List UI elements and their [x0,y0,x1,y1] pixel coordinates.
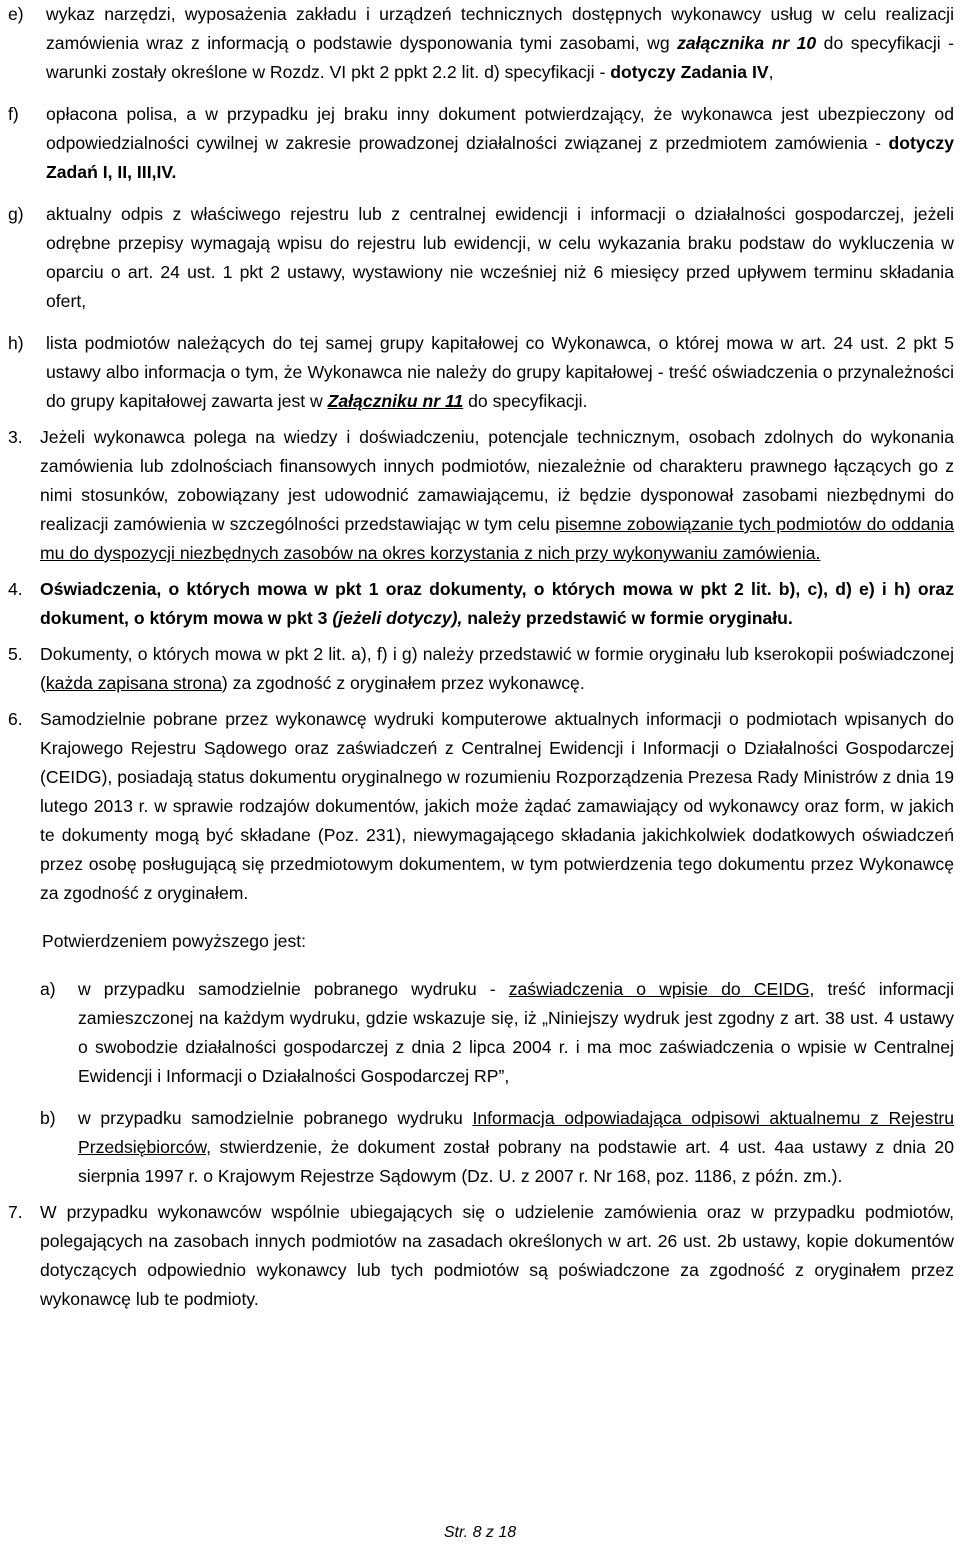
text-run: lista podmiotów należących do tej samej grupy kapitałowej co Wykonawca, o której mowa w art. 24 ust. 2 pkt 5 ustawy albo informacja o tym, że Wykonawca nie należy do grupy kapitałowej - treść oświadczenia o przynależności do grupy kapitałowej zawarta jest w [46,333,954,411]
item-label: g) [8,204,24,224]
item-label: h) [8,333,24,353]
text-run: Dokumenty, o których mowa w pkt 2 lit. a), f) i g) należy przedstawić w formie oryginału lub kserokopii poświadczonej ( [40,644,954,693]
item-text [78,975,954,1091]
attachment-ref: Załączniku nr 11 [327,391,464,411]
section-text [40,423,954,568]
text-run: wykaz narzędzi, wyposażenia zakładu i urządzeń technicznych dostępnych wykonawcy usług w celu realizacji zamówienia wraz z informacją o podstawie dysponowania tymi zasobami, wg [46,4,954,53]
text-run: ) za zgodność z oryginałem przez wykonawcę. [221,673,585,693]
underlined-text: Informacja odpowiadająca odpisowi aktualnemu z Rejestru Przedsiębiorców, [78,1108,954,1157]
section-text [40,640,954,698]
list-item-f [8,100,954,187]
confirmation-heading: Potwierdzeniem powyższego jest: [42,931,307,951]
task-scope: dotyczy Zadania IV [610,62,769,82]
task-scope: dotyczy Zadań I, II, III,IV. [46,133,954,182]
item-label: b) [40,1108,56,1128]
text-run: , treść informacji zamieszczonej na każdym wydruku, gdzie wskazuje się, iż „Niniejszy wydruk jest zgodny z art. 38 ust. 4 ustawy o swobodzie działalności gospodarczej z dnia 2 lipca 2004 r. i ma moc zaświadczenia o wpisie w Centralnej Ewidencji i Informacji o Działalności Gospodarczej RP”, [78,979,954,1086]
text-run: stwierdzenie, że dokument został pobrany na podstawie art. 4 ust. 4aa ustawy z dnia 20 sierpnia 1997 r. o Krajowym Rejestrze Sądowym (Dz. U. z 2007 r. Nr 168, poz. 1186, z późn. zm.). [78,1137,954,1186]
item-text [78,1104,954,1191]
section-3 [8,423,954,568]
section-number: 3. [8,427,23,447]
underlined-text: zaświadczenia o wpisie do CEIDG [508,979,810,999]
text-run: do specyfikacji. [463,391,588,411]
item-text [46,0,954,87]
text-run: w przypadku samodzielnie pobranego wydruku - [78,979,509,999]
text-run: , [768,62,774,82]
section-5 [8,640,954,698]
section-number: 7. [8,1202,23,1222]
confirmation-item-a [8,975,954,1091]
section-number: 4. [8,579,23,599]
page-number: Str. 8 z 18 [443,1524,517,1541]
confirmation-item-b [8,1104,954,1191]
list-item-e [8,0,954,87]
text-run: opłacona polisa, a w przypadku jej braku inny dokument potwierdzający, że wykonawca jest ubezpieczony od odpowiedzialności cywilnej w zakresie prowadzonej działalności związanej z przedmiotem zamówienia - [46,104,954,153]
text-run: Jeżeli wykonawca polega na wiedzy i doświadczeniu, potencjale technicznym, osobach zdolnych do wykonania zamówienia lub zdolnościach finansowych innych podmiotów, niezależnie od charakteru prawnego łączących go z nimi stosunków, zobowiązany jest udowodnić zamawiającemu, iż będzie dysponował zasobami niezbędnymi do realizacji zamówienia w szczególności przedstawiając w tym celu [40,427,954,534]
section-4 [8,575,954,633]
section-text [40,575,954,633]
list-item-g [8,200,954,316]
underlined-text: każda zapisana strona [45,673,222,693]
item-text [46,329,954,416]
section-number: 5. [8,644,23,664]
section-7 [8,1198,954,1314]
italic-note: (jeżeli dotyczy), [332,608,463,628]
item-label: a) [40,979,56,999]
section-text: W przypadku wykonawców wspólnie ubiegających się o udzielenie zamówienia oraz w przypadku podmiotów, polegających na zasobach innych podmiotów na zasadach określonych w art. 26 ust. 2b ustawy, kopie dokumentów dotyczących odpowiednio wykonawcy lub tych podmiotów są poświadczone za zgodność z oryginałem przez wykonawcę lub te podmioty. [40,1202,954,1309]
item-text: aktualny odpis z właściwego rejestru lub z centralnej ewidencji i informacji o działalności gospodarczej, jeżeli odrębne przepisy wymagają wpisu do rejestru lub ewidencji, w celu wykazania braku podstaw do wykluczenia w oparciu o art. 24 ust. 1 pkt 2 ustawy, wystawiony nie wcześniej niż 6 miesięcy przed upływem terminu składania ofert, [46,204,954,311]
text-run: należy przedstawić w formie oryginału. [462,608,793,628]
text-run: Oświadczenia, o których mowa w pkt 1 oraz dokumenty, o których mowa w pkt 2 lit. b), c), d) e) i h) oraz dokument, o którym mowa w pkt 3 [40,579,954,628]
text-run: w przypadku samodzielnie pobranego wydruku [78,1108,473,1128]
item-label: f) [8,104,19,124]
section-6 [8,705,954,908]
text-run: do specyfikacji - warunki zostały określone w Rozdz. VI pkt 2 ppkt 2.2 lit. d) specyfikacji - [46,33,954,82]
item-text [46,100,954,187]
underlined-text: pisemne zobowiązanie tych podmiotów do oddania mu do dyspozycji niezbędnych zasobów na okres korzystania z nich przy wykonywaniu zamówienia. [40,514,954,563]
item-label: e) [8,4,24,24]
attachment-ref: załącznika nr 10 [677,33,817,53]
list-item-h [8,329,954,416]
section-number: 6. [8,709,23,729]
section-text: Samodzielnie pobrane przez wykonawcę wydruki komputerowe aktualnych informacji o podmiotach wpisanych do Krajowego Rejestru Sądowego oraz zaświadczeń z Centralnej Ewidencji i Informacji o Działalności Gospodarczej (CEIDG), posiadają status dokumentu oryginalnego w rozumieniu Rozporządzenia Prezesa Rady Ministrów z dnia 19 lutego 2013 r. w sprawie rodzajów dokumentów, jakich może żądać zamawiający od wykonawcy oraz form, w jakich te dokumenty mogą być składane (Poz. 231), niewymagającego składania jakichkolwiek dodatkowych oświadczeń przez osobę posługującą się przedmiotowym dokumentem, w tym potwierdzenia tego dokumentu przez Wykonawcę za zgodność z oryginałem. [40,709,954,903]
